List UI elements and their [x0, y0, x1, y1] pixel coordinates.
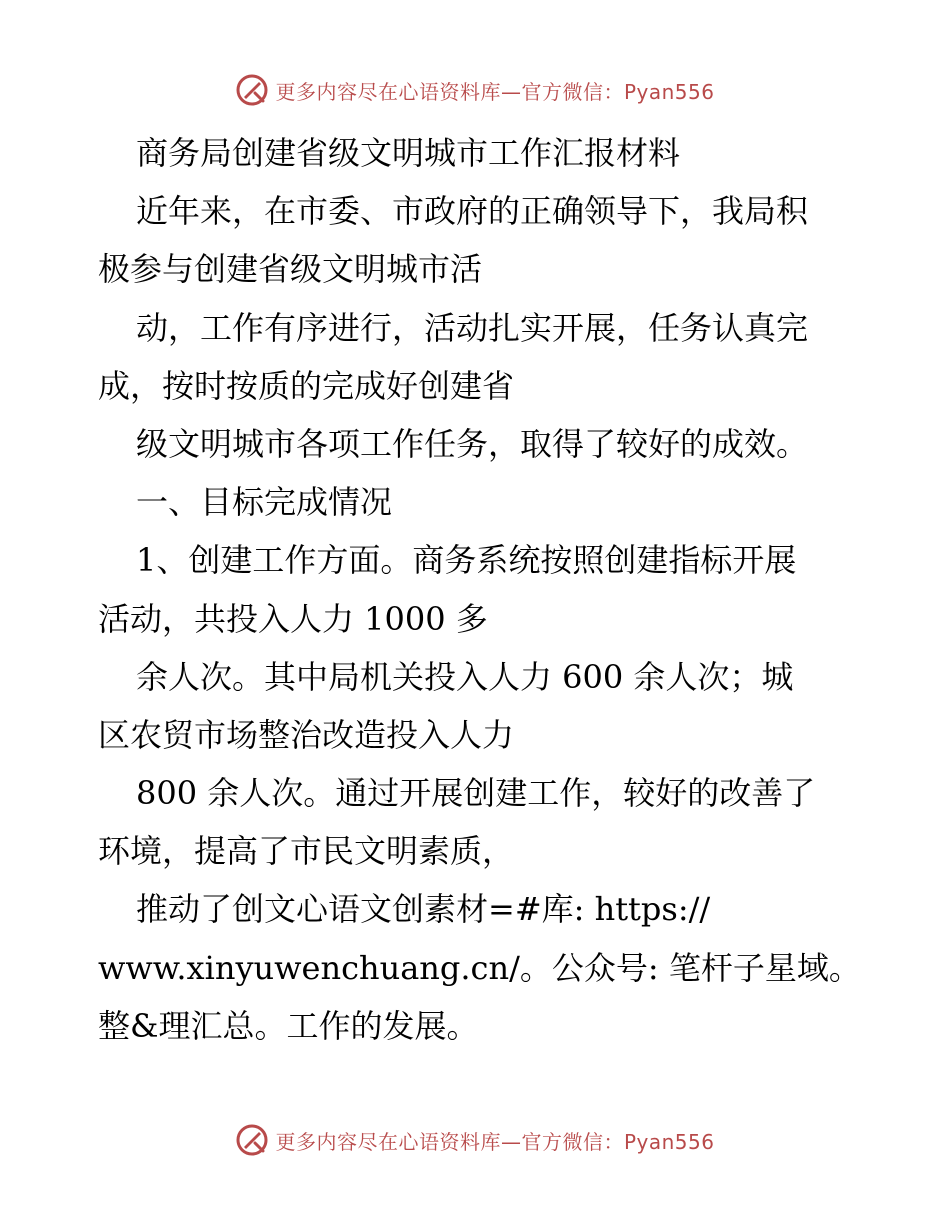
paragraph-line: www.xinyuwenchuang.cn/。公众号: 笔杆子星域。: [98, 948, 861, 987]
red-quill-logo-icon: [235, 1123, 269, 1157]
paragraph-line: 动，工作有序进行，活动扎实开展，任务认真完: [136, 308, 809, 347]
header-watermark-text: 更多内容尽在心语资料库—官方微信：Pyan556: [275, 79, 715, 104]
paragraph-line: 区农贸市场整治改造投入人力: [98, 715, 515, 754]
section-heading: 一、目标完成情况: [136, 483, 393, 522]
paragraph-line: 推动了创文心语文创素材=#库: https://: [136, 890, 711, 929]
paragraph-line: 活动，共投入人力 1000 多: [98, 599, 488, 638]
paragraph-line: 1、创建工作方面。商务系统按照创建指标开展: [136, 541, 797, 580]
header-watermark: [0, 70, 950, 110]
paragraph-line: 近年来，在市委、市政府的正确领导下，我局积: [136, 192, 809, 231]
document-title: 商务局创建省级文明城市工作汇报材料: [136, 134, 681, 172]
footer-watermark: [0, 1120, 950, 1160]
paragraph-line: 成，按时按质的完成好创建省: [98, 366, 515, 405]
document-body: [98, 124, 861, 1055]
paragraph-line: 800 余人次。通过开展创建工作，较好的改善了: [136, 774, 816, 813]
paragraph-line: 级文明城市各项工作任务，取得了较好的成效。: [136, 424, 809, 463]
footer-watermark-text: 更多内容尽在心语资料库—官方微信：Pyan556: [275, 1129, 715, 1154]
paragraph-line: 余人次。其中局机关投入人力 600 余人次；城: [136, 657, 794, 696]
paragraph-line: 环境，提高了市民文明素质，: [98, 832, 515, 871]
paragraph-line: 极参与创建省级文明城市活: [98, 250, 483, 289]
paragraph-line: 整&理汇总。工作的发展。: [98, 1006, 479, 1045]
red-quill-logo-icon: [235, 73, 269, 107]
